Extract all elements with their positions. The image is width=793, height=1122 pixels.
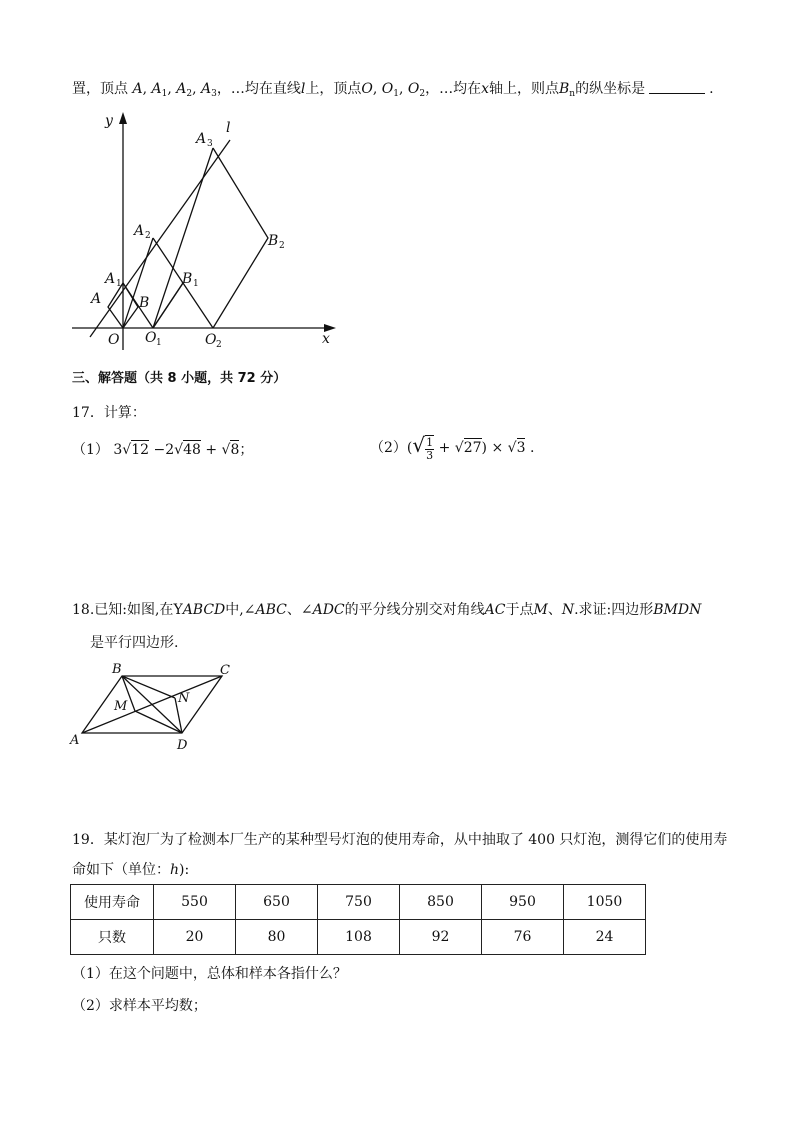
label-O2-sub: 2 xyxy=(216,340,222,350)
label-A2: A xyxy=(134,223,145,239)
diagonal-BD xyxy=(122,676,182,733)
q17-p2-radicand1: 27 xyxy=(463,440,482,456)
q19-line1: 19．某灯泡厂为了检测本厂生产的某种型号灯泡的使用寿命，从中抽取了 400 只灯泡，测得它们的使用寿 xyxy=(72,832,728,848)
table-cell: 650 xyxy=(236,885,318,920)
table-cell: 108 xyxy=(318,920,400,955)
label-O1: O xyxy=(145,330,157,346)
segment-O1-B1b xyxy=(153,283,183,328)
table-cell: 950 xyxy=(482,885,564,920)
segment-BN xyxy=(122,676,175,698)
table-cell: 76 xyxy=(482,920,564,955)
lifespan-table xyxy=(70,884,646,955)
label-B2-sub: 2 xyxy=(279,241,285,251)
q18-ac: AC xyxy=(484,602,506,618)
point-A: A xyxy=(132,81,143,97)
q17-p2-close: ) xyxy=(481,440,487,456)
q17-p2-den: 3 xyxy=(426,448,434,462)
label-O: O xyxy=(108,332,120,348)
table-cell: 850 xyxy=(400,885,482,920)
q17-p2-end: . xyxy=(529,440,535,456)
q17-p2-label: （2） xyxy=(370,440,407,456)
q18-abcd: ABCD xyxy=(182,602,226,618)
label-l: l xyxy=(226,120,231,136)
q16-end: 的纵坐标是 xyxy=(575,81,646,97)
table-row-head: 只数 xyxy=(71,920,154,955)
q17-p2-plus: + xyxy=(438,440,451,456)
q18-text-e: .求证:四边形 xyxy=(574,602,654,618)
label-A2-sub: 2 xyxy=(145,231,151,241)
q17-p1-radicand3: 8 xyxy=(230,442,240,458)
q16-mid4: 轴上，则点 xyxy=(489,81,559,97)
sqrt-sign: √ xyxy=(454,440,464,456)
q16-mid3: ，…均在 xyxy=(425,81,482,97)
q17-p1-coef: 3 xyxy=(113,442,123,458)
q17-part2 xyxy=(370,433,534,462)
q17-p2-radicand2: 3 xyxy=(516,440,526,456)
table-cell: 20 xyxy=(154,920,236,955)
sqrt-sign: √ xyxy=(507,440,517,456)
q18-line2: 是平行四边形. xyxy=(90,635,179,651)
table-row xyxy=(71,920,646,955)
point-O: O xyxy=(361,81,373,97)
q16-tail-line: 置，顶点 A, $A_1$, $A_2$, $A_3$，…均在直线l上，顶点O, $O_1$, $O_2$，…均在x轴上，则点$B_n$的纵坐标是 . xyxy=(72,81,714,99)
point-A3: A xyxy=(201,81,212,97)
q19-line2-a: 命如下（单位： xyxy=(72,862,170,878)
axis-x-text: x xyxy=(481,81,489,97)
point-A2: A xyxy=(176,81,187,97)
point-Bn: B xyxy=(559,81,570,97)
table-row xyxy=(71,885,646,920)
q18-m: M xyxy=(533,602,548,618)
q18-text-d: 于点 xyxy=(505,602,534,618)
line-l: l xyxy=(300,81,306,97)
q18-sep2: 、 xyxy=(547,602,562,618)
label-y: y xyxy=(105,113,113,129)
q18-text-c: 的平分线分别交对角线 xyxy=(344,602,485,618)
q17-p1-end: ； xyxy=(239,442,254,458)
label-A1-sub: 1 xyxy=(116,279,122,289)
q16-lead: 置，顶点 xyxy=(72,81,128,97)
q17-p1-radicand1: 12 xyxy=(131,442,150,458)
point-O2: O xyxy=(407,81,420,97)
point-O1: O xyxy=(381,81,394,97)
label-A3: A xyxy=(196,131,207,147)
segment-MD xyxy=(135,711,182,733)
point-Bn-sub: n xyxy=(569,89,576,99)
sqrt-sign: √ xyxy=(412,433,426,457)
q19-line2-b: ): xyxy=(179,862,190,878)
q17-p1-radicand2: 48 xyxy=(183,442,201,458)
label-x: x xyxy=(322,331,330,347)
q17-stem: 17．计算： xyxy=(72,405,146,421)
q19-unit-h: h xyxy=(170,862,180,878)
label-B1: B xyxy=(182,271,193,287)
q18-sep: 、 xyxy=(286,602,301,618)
table-cell: 24 xyxy=(564,920,646,955)
point-A1-sub: 1 xyxy=(161,89,168,99)
figure-parallelogram xyxy=(66,660,246,754)
table-cell: 1050 xyxy=(564,885,646,920)
sqrt-sign: √ xyxy=(221,442,231,458)
parallelogram-symbol: Y xyxy=(173,602,183,618)
segment-A3-B2-O2 xyxy=(213,148,268,328)
table-row-head: 使用寿命 xyxy=(71,885,154,920)
q16-mid2: 上，顶点 xyxy=(305,81,362,97)
label-C: C xyxy=(220,663,230,678)
q18-text-a: 18.已知:如图,在 xyxy=(72,602,174,618)
sqrt-sign: √ xyxy=(122,442,132,458)
q18-angle-adc: ∠ADC xyxy=(300,602,345,618)
q17-part1 xyxy=(72,439,253,459)
label-D: D xyxy=(177,738,188,753)
label-O1-sub: 1 xyxy=(156,338,162,348)
q18-line1 xyxy=(72,599,701,619)
section-heading: 三、解答题（共 8 小题，共 72 分） xyxy=(72,371,287,386)
q19-sub1: （1）在这个问题中，总体和样本各指什么？ xyxy=(72,966,347,982)
q16-period: . xyxy=(709,81,714,97)
label-A3-sub: 3 xyxy=(207,139,213,149)
table-cell: 80 xyxy=(236,920,318,955)
q17-p1-op2: + xyxy=(205,442,218,458)
y-axis-arrow xyxy=(119,112,127,124)
q19-sub2: （2）求样本平均数； xyxy=(72,998,207,1014)
sqrt-sign: √ xyxy=(174,442,184,458)
point-A3-sub: 3 xyxy=(211,89,217,99)
q18-n: N xyxy=(561,602,575,618)
label-B2: B xyxy=(268,233,279,249)
q18-bmdn: BMDN xyxy=(653,602,702,618)
label-A: A xyxy=(91,291,102,307)
q17-p2-open: ( xyxy=(406,440,413,456)
q18-text-b: 中, xyxy=(225,602,244,618)
segment-O1-A3 xyxy=(153,148,213,328)
table-cell: 550 xyxy=(154,885,236,920)
q17-p1-op1: −2 xyxy=(153,442,175,458)
table-cell: 750 xyxy=(318,885,400,920)
q16-mid: ，…均在直线 xyxy=(216,81,301,97)
segment-O-A2 xyxy=(123,238,153,328)
label-A: A xyxy=(70,733,80,748)
point-A1: A xyxy=(151,81,162,97)
answer-blank[interactable] xyxy=(649,81,705,94)
q17-p1-label: （1） xyxy=(72,442,109,458)
table-cell: 92 xyxy=(400,920,482,955)
q18-angle-abc: ∠ABC xyxy=(243,602,287,618)
label-A1: A xyxy=(105,271,116,287)
q17-p2-times: × xyxy=(491,440,504,456)
point-A2-sub: 2 xyxy=(186,89,193,99)
label-M: M xyxy=(114,699,128,714)
label-B: B xyxy=(139,295,150,311)
label-O2: O xyxy=(205,332,217,348)
label-B: B xyxy=(112,662,122,677)
label-B1-sub: 1 xyxy=(193,279,199,289)
q17-p2-fraction xyxy=(425,435,434,462)
point-O2-sub: 2 xyxy=(419,89,426,99)
q19-line2 xyxy=(72,859,189,879)
point-O1-sub: 1 xyxy=(393,89,399,99)
label-N: N xyxy=(178,691,190,706)
q17-p2-num: 1 xyxy=(426,435,434,449)
figure-rhombus-chain xyxy=(60,108,350,358)
